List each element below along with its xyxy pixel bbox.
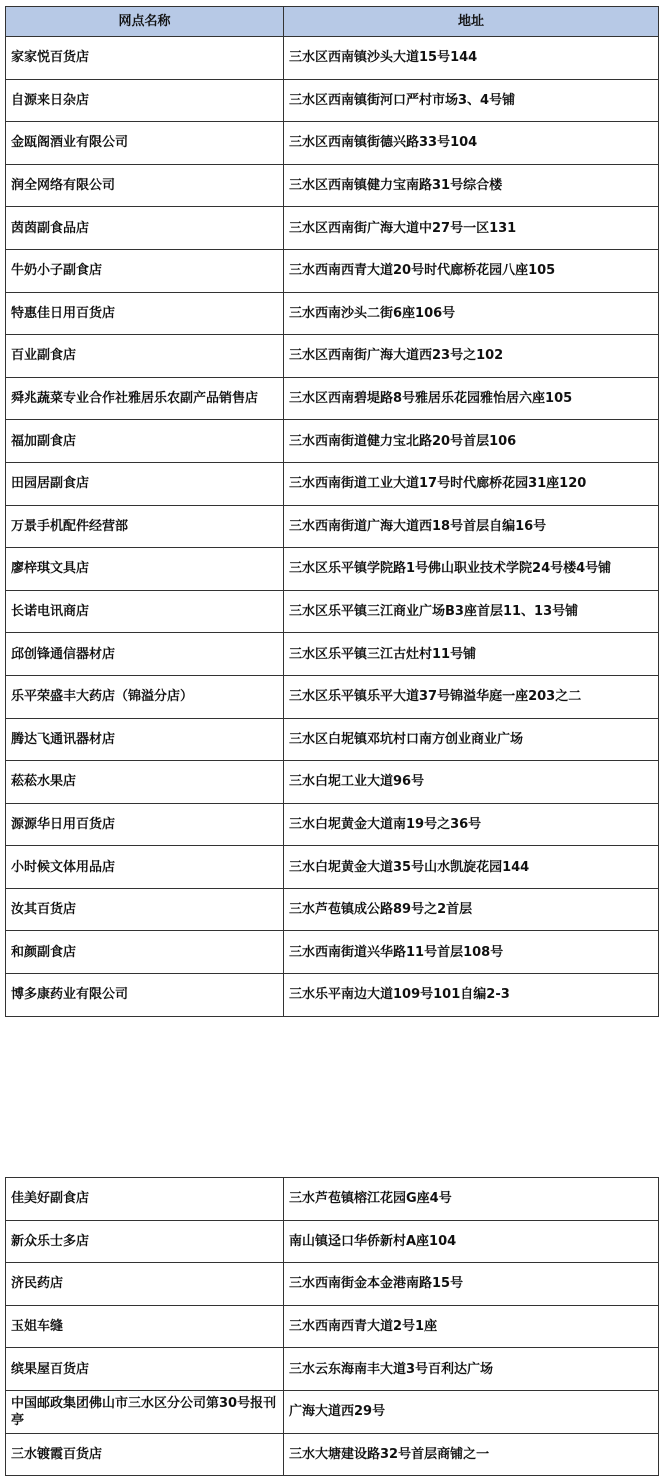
table-row <box>6 548 659 591</box>
address-cell: 三水西南街道兴华路11号首层108号 <box>284 931 659 974</box>
address-cell: 三水区乐平镇三江古灶村11号铺 <box>284 633 659 676</box>
outlet-name-cell: 菘菘水果店 <box>6 761 284 804</box>
table-row <box>6 37 659 80</box>
table-row <box>6 462 659 505</box>
outlet-name-cell: 自源来日杂店 <box>6 79 284 122</box>
outlet-name-cell: 济民药店 <box>6 1263 284 1306</box>
outlet-name-cell: 博多康药业有限公司 <box>6 974 284 1017</box>
address-cell: 三水区乐平镇三江商业广场B3座首层11、13号铺 <box>284 590 659 633</box>
address-cell: 三水白坭黄金大道南19号之36号 <box>284 803 659 846</box>
table-row <box>6 122 659 165</box>
address-cell: 三水西南街道工业大道17号时代廊桥花园31座120 <box>284 462 659 505</box>
address-cell: 三水云东海南丰大道3号百利达广场 <box>284 1348 659 1391</box>
address-cell: 三水区西南镇健力宝南路31号综合楼 <box>284 164 659 207</box>
table-row <box>6 931 659 974</box>
table-row <box>6 249 659 292</box>
table-row <box>6 1305 659 1348</box>
table-row <box>6 846 659 889</box>
table-row <box>6 1390 659 1433</box>
outlet-name-cell: 茵茵副食品店 <box>6 207 284 250</box>
address-cell: 三水区西南镇街河口严村市场3、4号铺 <box>284 79 659 122</box>
table-row <box>6 1178 659 1221</box>
outlet-name-cell: 长诺电讯商店 <box>6 590 284 633</box>
outlet-name-cell: 腾达飞通讯器材店 <box>6 718 284 761</box>
outlet-name-cell: 乐平荣盛丰大药店（锦溢分店） <box>6 675 284 718</box>
address-cell: 三水西南街道健力宝北路20号首层106 <box>284 420 659 463</box>
outlet-name-cell: 玉姐车缝 <box>6 1305 284 1348</box>
outlet-name-cell: 新众乐士多店 <box>6 1220 284 1263</box>
address-cell: 三水区乐平镇学院路1号佛山职业技术学院24号楼4号铺 <box>284 548 659 591</box>
header-address: 地址 <box>284 7 659 37</box>
address-cell: 三水区西南街广海大道中27号一区131 <box>284 207 659 250</box>
outlet-name-cell: 特惠佳日用百货店 <box>6 292 284 335</box>
table-header-row <box>6 7 659 37</box>
address-cell: 三水西南西青大道20号时代廊桥花园八座105 <box>284 249 659 292</box>
table-row <box>6 675 659 718</box>
address-cell: 三水白坭黄金大道35号山水凯旋花园144 <box>284 846 659 889</box>
outlet-name-cell: 田园居副食店 <box>6 462 284 505</box>
outlet-name-cell: 百业副食店 <box>6 335 284 378</box>
outlet-name-cell: 福加副食店 <box>6 420 284 463</box>
outlet-name-cell: 佳美好副食店 <box>6 1178 284 1221</box>
outlet-name-cell: 万景手机配件经营部 <box>6 505 284 548</box>
table-row <box>6 1263 659 1306</box>
table-row <box>6 761 659 804</box>
outlet-name-cell: 润全网络有限公司 <box>6 164 284 207</box>
table-row <box>6 888 659 931</box>
outlet-name-cell: 廖梓琪文具店 <box>6 548 284 591</box>
outlet-name-cell: 牛奶小子副食店 <box>6 249 284 292</box>
address-cell: 南山镇迳口华侨新村A座104 <box>284 1220 659 1263</box>
table-row <box>6 1220 659 1263</box>
address-cell: 三水区西南街广海大道西23号之102 <box>284 335 659 378</box>
outlet-table-1 <box>5 6 659 1017</box>
table-row <box>6 420 659 463</box>
address-cell: 广海大道西29号 <box>284 1390 659 1433</box>
outlet-name-cell: 小时候文体用品店 <box>6 846 284 889</box>
address-cell: 三水乐平南边大道109号101自编2-3 <box>284 974 659 1017</box>
outlet-name-cell: 汝其百货店 <box>6 888 284 931</box>
table-row <box>6 718 659 761</box>
table-row <box>6 803 659 846</box>
outlet-name-cell: 三水镀霞百货店 <box>6 1433 284 1476</box>
table-row <box>6 377 659 420</box>
outlet-name-cell: 和颜副食店 <box>6 931 284 974</box>
table-row <box>6 1348 659 1391</box>
table-row <box>6 974 659 1017</box>
outlet-name-cell: 源源华日用百货店 <box>6 803 284 846</box>
address-cell: 三水西南西青大道2号1座 <box>284 1305 659 1348</box>
table-row <box>6 79 659 122</box>
table-row <box>6 633 659 676</box>
address-cell: 三水西南街金本金港南路15号 <box>284 1263 659 1306</box>
table-row <box>6 335 659 378</box>
header-outlet-name: 网点名称 <box>6 7 284 37</box>
outlet-name-cell: 邱创锋通信器材店 <box>6 633 284 676</box>
address-cell: 三水区西南镇街德兴路33号104 <box>284 122 659 165</box>
address-cell: 三水芦苞镇榕江花园G座4号 <box>284 1178 659 1221</box>
address-cell: 三水西南沙头二街6座106号 <box>284 292 659 335</box>
address-cell: 三水西南街道广海大道西18号首层自编16号 <box>284 505 659 548</box>
outlet-name-cell: 舜兆蔬菜专业合作社雅居乐农副产品销售店 <box>6 377 284 420</box>
outlet-name-cell: 中国邮政集团佛山市三水区分公司第30号报刊亭 <box>6 1390 284 1433</box>
outlet-name-cell: 金瓯阁酒业有限公司 <box>6 122 284 165</box>
address-cell: 三水区乐平镇乐平大道37号锦溢华庭一座203之二 <box>284 675 659 718</box>
outlet-name-cell: 家家悦百货店 <box>6 37 284 80</box>
table-row <box>6 1433 659 1476</box>
address-cell: 三水芦苞镇成公路89号之2首层 <box>284 888 659 931</box>
address-cell: 三水白坭工业大道96号 <box>284 761 659 804</box>
table-row <box>6 292 659 335</box>
address-cell: 三水大塘建设路32号首层商铺之一 <box>284 1433 659 1476</box>
outlet-name-cell: 缤果屋百货店 <box>6 1348 284 1391</box>
outlet-table-2 <box>5 1177 659 1476</box>
address-cell: 三水区西南碧堤路8号雅居乐花园雅怡居六座105 <box>284 377 659 420</box>
table-row <box>6 505 659 548</box>
table-row <box>6 164 659 207</box>
address-cell: 三水区白坭镇邓坑村口南方创业商业广场 <box>284 718 659 761</box>
table-row <box>6 590 659 633</box>
address-cell: 三水区西南镇沙头大道15号144 <box>284 37 659 80</box>
table-row <box>6 207 659 250</box>
